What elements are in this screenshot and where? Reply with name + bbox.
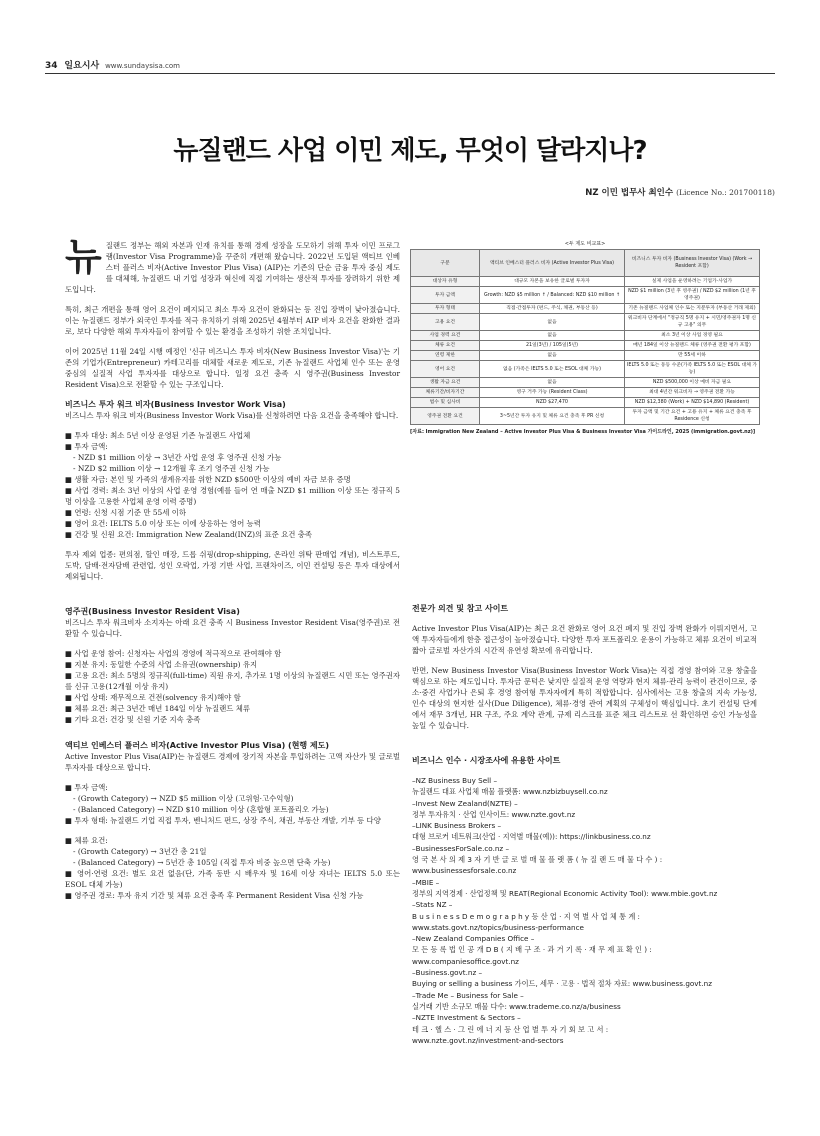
table-row — [411, 378, 760, 388]
aip-heading: 액티브 인베스터 플러스 비자(Active Investor Plus Visa) (현행 제도) — [65, 741, 330, 750]
resource-line: –BusinessesForSale.co.nz – — [412, 843, 510, 853]
list-item: - (Balanced Category) → 5년간 총 105일 (직접 투자 비중 높으면 단축 가능) — [73, 858, 331, 867]
list-item: ■ 사업 경력: 최소 3년 이상의 사업 운영 경험(예를 들어 연 매출 NZD $1 million 이상 또는 정규직 5명 이상을 고용한 사업체 운영 이력 증명) — [65, 486, 400, 506]
resident-visa-heading: 영주권(Business Investor Resident Visa) — [65, 607, 240, 616]
resource-line: –Stats NZ – — [412, 900, 453, 910]
resource-line: –NZTE Investment & Sectors – — [412, 1013, 521, 1023]
header-rule — [45, 73, 775, 74]
table-row — [411, 398, 760, 408]
table-row — [411, 314, 760, 331]
list-item: ■ 연령: 신청 시점 기준 만 55세 이하 — [65, 508, 186, 517]
table-header-cell: 액티브 인베스터 플러스 비자 (Active Investor Plus Visa) — [480, 250, 625, 277]
table-cell: 대규모 자본을 보유한 글로벌 투자자 — [480, 277, 625, 287]
table-cell: 대상자 유형 — [411, 277, 480, 287]
publication-url: www.sundaysisa.com — [105, 62, 180, 70]
expert-heading: 전문가 의견 및 참고 사이트 — [412, 604, 509, 613]
aip-investment — [65, 782, 400, 826]
resource-line: –MBIE – — [412, 877, 440, 887]
resource-line: 실거래 기반 소규모 매물 다수: www.trademe.co.nz/a/business — [412, 1001, 621, 1011]
expert-paragraph-1: Active Investor Plus Visa(AIP)는 최근 요건 완화로 영어 요건 폐지 및 진입 장벽 완화가 이뤄지면서, 고액 투자자들에게 한층 접근성이 높아졌습니다. 다양한 투자 포트폴리오 운용이 가능하고 체류 요건이 비교적 짧아 글로벌 자산가의 시간적 유연성 확보에 유리합니다. — [412, 624, 757, 655]
license-number: (Licence No.: 201700118) — [676, 188, 775, 197]
table-cell: 없음 (가족은 IELTS 5.0 또는 ESOL 대체 가능) — [480, 361, 625, 378]
list-item: ■ 영주권 경로: 투자 유지 기간 및 체류 요건 충족 후 Permanent Resident Visa 신청 가능 — [65, 891, 364, 900]
resource-line: 영 국 본 사 의 제 3 자 기 반 글 로 벌 매 물 플 랫 폼 ( 뉴 질 랜 드 매 물 다 수 ) : — [412, 855, 663, 865]
drop-cap: 뉴 — [65, 235, 102, 279]
page-number: 34 — [45, 61, 58, 71]
list-item: ■ 지분 유지: 동일한 수준의 사업 소유권(ownership) 유지 — [65, 660, 258, 669]
excluded-industries: 투자 제외 업종: 편의점, 할인 매장, 드롭 쉬핑(drop-shipping, 온라인 위탁 판매업 개념), 비스트푸드, 도박, 담배·전자담배 관련업, 성인 오락업, 가정 기반 사업, 프랜차이즈, 이민 컨설팅 등은 투자 대상에서 제외됩니다. — [65, 550, 400, 581]
aip-intro: Active Investor Plus Visa(AIP)는 뉴질랜드 경제에 장기적 자본을 투입하려는 고액 자산가 및 글로벌 투자자를 대상으로 합니다. — [65, 752, 400, 772]
resource-line: –Trade Me – Business for Sale – — [412, 990, 524, 1000]
resource-line: www.businessesforsale.co.nz — [412, 866, 517, 876]
list-item: ■ 사업 운영 참여: 신청자는 사업의 경영에 적극적으로 관여해야 함 — [65, 649, 282, 658]
resource-line: 정부 투자유치 · 산업 인사이트: www.nzte.govt.nz — [412, 809, 576, 819]
table-cell: 3~5년간 투자 유지 및 체류 요건 충족 후 PR 신청 — [480, 408, 625, 425]
resource-line: B u s i n e s s D e m o g r a p h y 등 산 업 · 지 역 별 사 업 체 통 계 : — [412, 911, 640, 921]
table-cell: 21일(3년) / 105일(5년) — [480, 341, 625, 351]
table-cell: 기존 뉴질랜드 사업체 인수 또는 지분투자 (부동산 거래 제외) — [625, 304, 760, 314]
table-cell: NZD $500,000 이상 예비 자금 필요 — [625, 378, 760, 388]
table-header-cell: 비즈니스 투자 비자 (Business Investor Visa) (Work → Resident 포함) — [625, 250, 760, 277]
resource-list — [412, 775, 757, 1046]
work-visa-requirements — [65, 430, 400, 540]
list-item: - (Growth Category) → 3년간 총 21일 — [73, 847, 207, 856]
table-cell: NZD $12,380 (Work) + NZD $14,890 (Resident) — [625, 398, 760, 408]
table-cell: 체류기간/비자기간 — [411, 388, 480, 398]
resident-visa-intro: 비즈니스 투자 워크비자 소지자는 아래 요건 충족 시 Business Investor Resident Visa(영주권)로 전환할 수 있습니다. — [65, 618, 400, 638]
comparison-table — [410, 240, 760, 435]
list-item: ■ 투자 대상: 최소 5년 이상 운영된 기존 뉴질랜드 사업체 — [65, 431, 251, 440]
resource-line: –Invest New Zealand(NZTE) – — [412, 798, 518, 808]
table-cell: NZD $27,470 — [480, 398, 625, 408]
resource-line: 테 크 · 헬 스 · 그 린 에 너 지 등 산 업 별 투 자 기 회 보 고 서 : — [412, 1024, 609, 1034]
resident-visa-requirements — [65, 648, 400, 725]
page-header — [45, 58, 775, 70]
table-cell: 생활 자금 요건 — [411, 378, 480, 388]
list-item: ■ 생활 자금: 본인 및 가족의 생계유지를 위한 NZD $500만 이상의 예비 자금 보유 증명 — [65, 475, 351, 484]
resource-line: –New Zealand Companies Office – — [412, 934, 535, 944]
table-cell: 투자 금액 및 기간 요건 + 고용 유지 + 체류 요건 충족 후 Residence 신청 — [625, 408, 760, 425]
list-item: ■ 기타 요건: 건강 및 신원 기준 지속 충족 — [65, 715, 201, 724]
table-header-cell: 구분 — [411, 250, 480, 277]
aip-requirements — [65, 835, 400, 901]
table-row — [411, 277, 760, 287]
resource-line: Buying or selling a business 가이드, 세무 · 고용 · 법적 절차 자료: www.business.govt.nz — [412, 979, 712, 989]
table-cell: 영주권 전환 요건 — [411, 408, 480, 425]
table-cell: 없음 — [480, 314, 625, 331]
table-cell: 최대 4년간 워크비자 → 영주권 전환 가능 — [625, 388, 760, 398]
resource-line: 모 든 등 록 법 인 공 개 D B ( 지 배 구 조 · 과 거 기 록 · 재 무 제 표 확 인 ) : — [412, 945, 652, 955]
list-item: ■ 영어 요건: IELTS 5.0 이상 또는 이에 상응하는 영어 능력 — [65, 519, 261, 528]
list-item: ■ 투자 금액: — [65, 783, 108, 792]
table-cell: 영구 거주 가능 (Resident Class) — [480, 388, 625, 398]
list-item: - NZD $2 million 이상 → 12개월 후 조기 영주권 신청 가능 — [73, 464, 270, 473]
intro-paragraph-3: 이어 2025년 11월 24일 시행 예정인 '신규 비즈니스 투자 비자(New Business Investor Visa)'는 기존의 기업가(Entrepreneur) 카테고리를 대체할 새로운 제도로, 기존 뉴질랜드 사업체 인수 또는 운영 중심의 실질적 사업 투자자를 대상으로 합니다. 일정 요건 충족 시 영주권(Business Investor Resident Visa)으로 전환할 수 있는 구조입니다. — [65, 347, 400, 389]
resource-line: –LINK Business Brokers – — [412, 821, 502, 831]
resource-line: www.nzte.govt.nz/investment-and-sectors — [412, 1035, 564, 1045]
table-row — [411, 351, 760, 361]
article-title: 뉴질랜드 사업 이민 제도, 무엇이 달라지나? — [173, 136, 647, 166]
table-cell: 투자 금액 — [411, 287, 480, 304]
table-row — [411, 388, 760, 398]
list-item: ■ 투자 금액: — [65, 442, 108, 451]
list-item: ■ 영어·연령 요건: 별도 요건 없음(단, 가족 동반 시 배우자 및 16세 이상 자녀는 IELTS 5.0 또는 ESOL 대체 가능) — [65, 869, 400, 889]
table-cell: NZD $1 million (3년 후 영주권) / NZD $2 million (1년 후 영주권) — [625, 287, 760, 304]
table-cell: 체류 요건 — [411, 341, 480, 351]
table-cell: 없음 — [480, 351, 625, 361]
table-row — [411, 287, 760, 304]
table-cell: 없음 — [480, 378, 625, 388]
expert-paragraph-2: 반면, New Business Investor Visa(Business Investor Work Visa)는 직접 경영 참여와 고용 창출을 핵심으로 하는 제도입니다. 투자금 문턱은 낮지만 실질적 운영 역량과 현지 체류·관리 능력이 관건이므로, 중소·중견 사업가나 은퇴 후 경영 참여형 투자자에게 특히 적합합니다. 심사에서는 고용 창출의 지속 가능성, 인수 대상의 현지한 실사(Due Diligence), 체류·경영 관여 계획의 구체성이 핵심입니다. 초기 컨설팅 단계에서 재무 3개년, HR 구조, 주요 계약 관계, 규제 리스크를 표준 체크 리스트로 선 확인하면 승인 가능성을 높일 수 있습니다. — [412, 666, 757, 730]
table-source: [자료: Immigration New Zealand – Active Investor Plus Visa & Business Investor Visa 가이드라인, 2025 (immigration.govt.nz)] — [410, 429, 756, 435]
list-item: - (Balanced Category) → NZD $10 million 이상 (혼합형 포트폴리오 가능) — [73, 805, 329, 814]
resource-line: –Business.govt.nz – — [412, 968, 483, 978]
comparison-grid — [410, 249, 760, 425]
table-cell: 투자 형태 — [411, 304, 480, 314]
list-item: ■ 체류 요건: 최근 3년간 매년 184일 이상 뉴질랜드 체류 — [65, 704, 251, 713]
resource-line: 정부의 지역경제 · 산업정책 및 REAT(Regional Economic Activity Tool): www.mbie.govt.nz — [412, 888, 718, 898]
table-row — [411, 341, 760, 351]
right-column — [412, 597, 757, 1046]
table-cell: IELTS 5.0 또는 동등 수준(가족 IELTS 5.0 또는 ESOL 대체 가능) — [625, 361, 760, 378]
table-cell: 워크비자 단계에서 "정규직 5명 유지 + 시민/영주권자 1명 신규 고용" 의무 — [625, 314, 760, 331]
table-header-row — [411, 250, 760, 277]
list-item: ■ 체류 요건: — [65, 836, 108, 845]
work-visa-intro: 비즈니스 투자 워크 비자(Business Investor Work Visa)를 신청하려면 다음 요건을 충족해야 합니다. — [65, 411, 399, 420]
list-item: ■ 사업 상태: 재무적으로 건전(solvency 유지)해야 함 — [65, 693, 241, 702]
author: NZ 이민 법무사 최인수 — [585, 188, 674, 198]
resource-line: –NZ Business Buy Sell – — [412, 776, 498, 785]
list-item: ■ 투자 형태: 뉴질랜드 기업 직접 투자, 벤니처드 펀드, 상장 주식, 채권, 부동산 개발, 기부 등 다양 — [65, 816, 381, 825]
resources-heading: 비즈니스 인수 · 시장조사에 유용한 사이트 — [412, 756, 561, 765]
left-column — [65, 235, 400, 901]
table-cell: 직접·간접투자 (펀드, 주식, 채권, 부동산 등) — [480, 304, 625, 314]
table-row — [411, 361, 760, 378]
resource-line: 대형 브로커 네트워크(산업 · 지역별 매물(예)): https://linkbusiness.co.nz — [412, 832, 651, 842]
table-cell: 만 55세 이하 — [625, 351, 760, 361]
table-cell: 고용 요건 — [411, 314, 480, 331]
intro-paragraph-1 — [65, 235, 400, 295]
work-visa-heading: 비즈니스 투자 워크 비자(Business Investor Work Visa) — [65, 400, 286, 409]
publication-name: 일요시사 — [64, 61, 100, 71]
intro-text-1: 질랜드 정부는 해외 자본과 인재 유치를 통해 경제 성장을 도모하기 위해 투자 이민 프로그램(Investor Visa Programme)을 꾸준히 개편해 왔습니다. 2022년 도입된 액티브 인베스터 플러스 비자(Active Investor Plus Visa) (AIP)는 기존의 단순 금융 투자 중심 제도를 대체해, 뉴질랜드 내 기업 성장과 혁신에 직접 기여하는 생산적 투자를 장려하기 위한 제도입니다. — [65, 241, 400, 294]
table-cell: 없음 — [480, 331, 625, 341]
table-row — [411, 408, 760, 425]
table-cell: 영어 요건 — [411, 361, 480, 378]
byline — [585, 186, 775, 198]
list-item: - NZD $1 million 이상 → 3년간 사업 운영 후 영주권 신청 가능 — [73, 453, 282, 462]
resource-line: www.companiesoffice.govt.nz — [412, 956, 519, 966]
table-caption: <두 제도 비교표> — [564, 241, 606, 247]
table-cell: 실제 사업을 운영하려는 기업가·사업가 — [625, 277, 760, 287]
table-cell: 최소 3년 이상 사업 경영 필요 — [625, 331, 760, 341]
table-cell: 사업 경력 요건 — [411, 331, 480, 341]
resource-line: www.stats.govt.nz/topics/business-performance — [412, 922, 584, 932]
resource-line: 뉴질랜드 대표 사업체 매물 플랫폼: www.nzbizbuysell.co.nz — [412, 787, 608, 797]
table-cell: 매년 184일 이상 뉴질랜드 체류 (영주권 전환 평가 포함) — [625, 341, 760, 351]
table-row — [411, 304, 760, 314]
table-row — [411, 331, 760, 341]
list-item: ■ 건강 및 신원 요건: Immigration New Zealand(INZ)의 표준 요건 충족 — [65, 530, 313, 539]
table-cell: Growth: NZD $5 million ↑ / Balanced: NZD $10 million ↑ — [480, 287, 625, 304]
list-item: - (Growth Category) → NZD $5 million 이상 (고위험·고수익형) — [73, 794, 294, 803]
list-item: ■ 고용 요건: 최소 5명의 정규직(full-time) 직원 유지, 추가로 1명 이상의 뉴질랜드 시민 또는 영주권자를 신규 고용(12개월 이상 유지) — [65, 671, 400, 691]
table-cell: 법수 및 심사비 — [411, 398, 480, 408]
table-cell: 연령 제한 — [411, 351, 480, 361]
intro-paragraph-2: 특히, 최근 개편을 통해 영어 요건이 폐지되고 최소 투자 요건이 완화되는 등 진입 장벽이 낮아졌습니다. 이는 뉴질랜드 정부가 외국인 투자를 적극 유치하기 위해 2025년 4월부터 AIP 비자 요건을 완화한 결과로, 보다 다양한 해외 투자자들이 참여할 수 있는 환경을 조성하기 위한 조치입니다. — [65, 305, 400, 336]
